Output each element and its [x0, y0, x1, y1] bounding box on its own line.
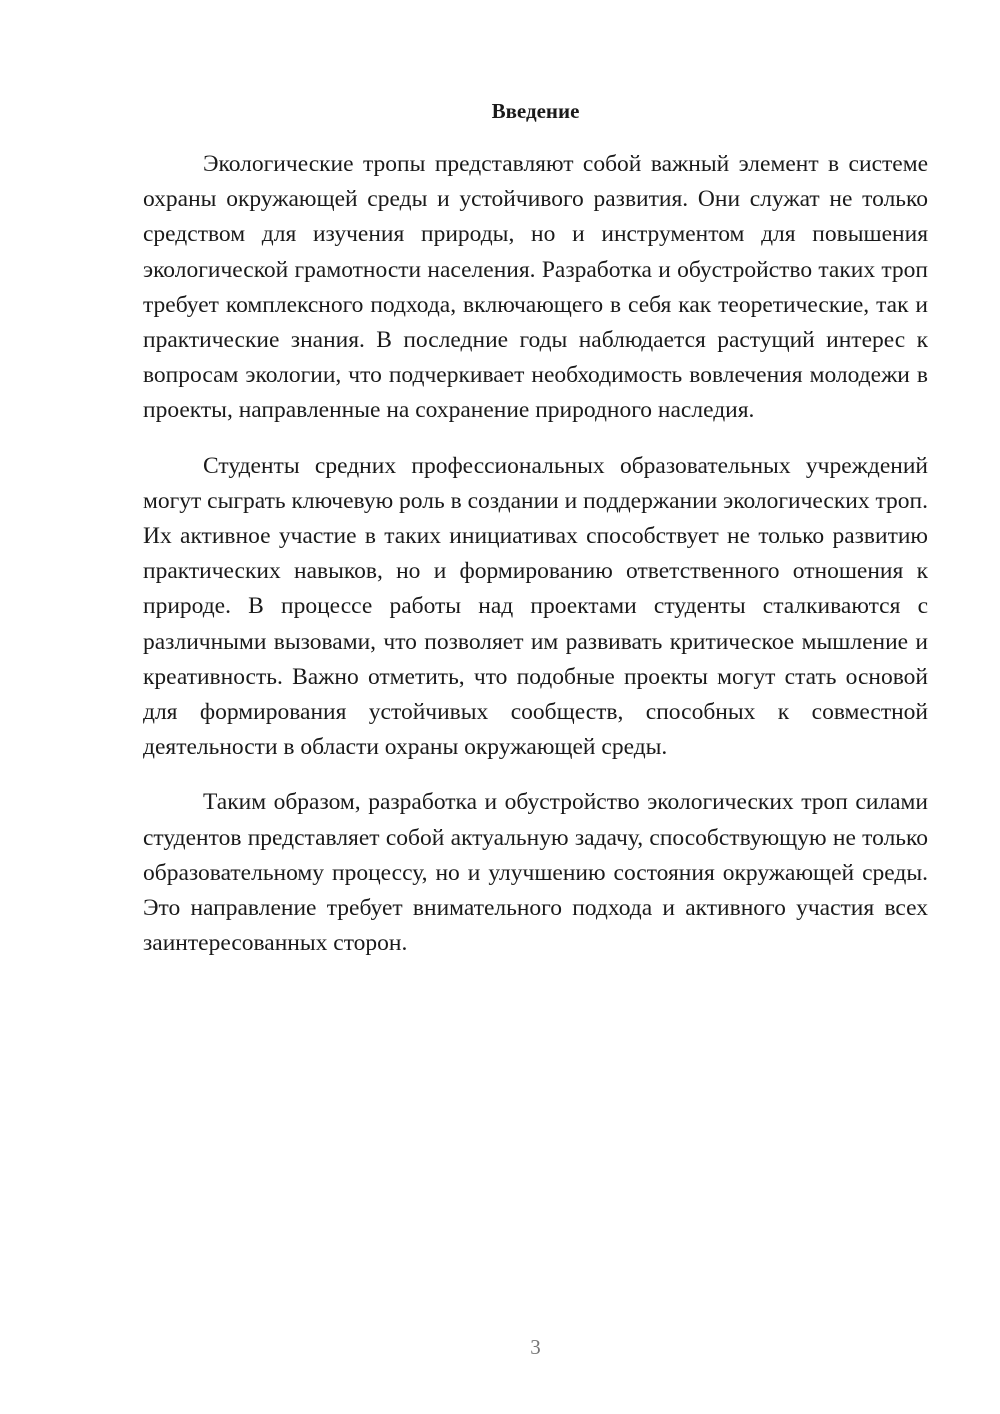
- page-content: [143, 93, 928, 961]
- section-heading: Введение: [491, 99, 580, 123]
- page-number: 3: [530, 1335, 541, 1359]
- paragraph-3: Таким образом, разработка и обустройство экологических троп силами студентов представляет собой актуальную задачу, способствующую не только образовательному процессу, но и улучшению состояния окружающей среды. Это направление требует внимательного подхода и активного участия всех заинтересованных сторон.: [143, 789, 928, 957]
- paragraph-2: Студенты средних профессиональных образовательных учреждений могут сыграть ключевую роль в создании и поддержании экологических троп. Их активное участие в таких инициативах способствует не только развитию практических навыков, но и формированию ответственного отношения к природе. В процессе работы над проектами студенты сталкиваются с различными вызовами, что позволяет им развивать критическое мышление и креативность. Важно отметить, что подобные проекты могут стать основой для формирования устойчивых сообществ, способных к совместной деятельности в области охраны окружающей среды.: [143, 452, 928, 761]
- paragraph-1: Экологические тропы представляют собой важный элемент в системе охраны окружающей среды и устойчивого развития. Они служат не только средством для изучения природы, но и инструментом для повышения экологической грамотности населения. Разработка и обустройство таких троп требует комплексного подхода, включающего в себя как теоретические, так и практические знания. В последние годы наблюдается растущий интерес к вопросам экологии, что подчеркивает необходимость вовлечения молодежи в проекты, направленные на сохранение природного наследия.: [143, 151, 928, 424]
